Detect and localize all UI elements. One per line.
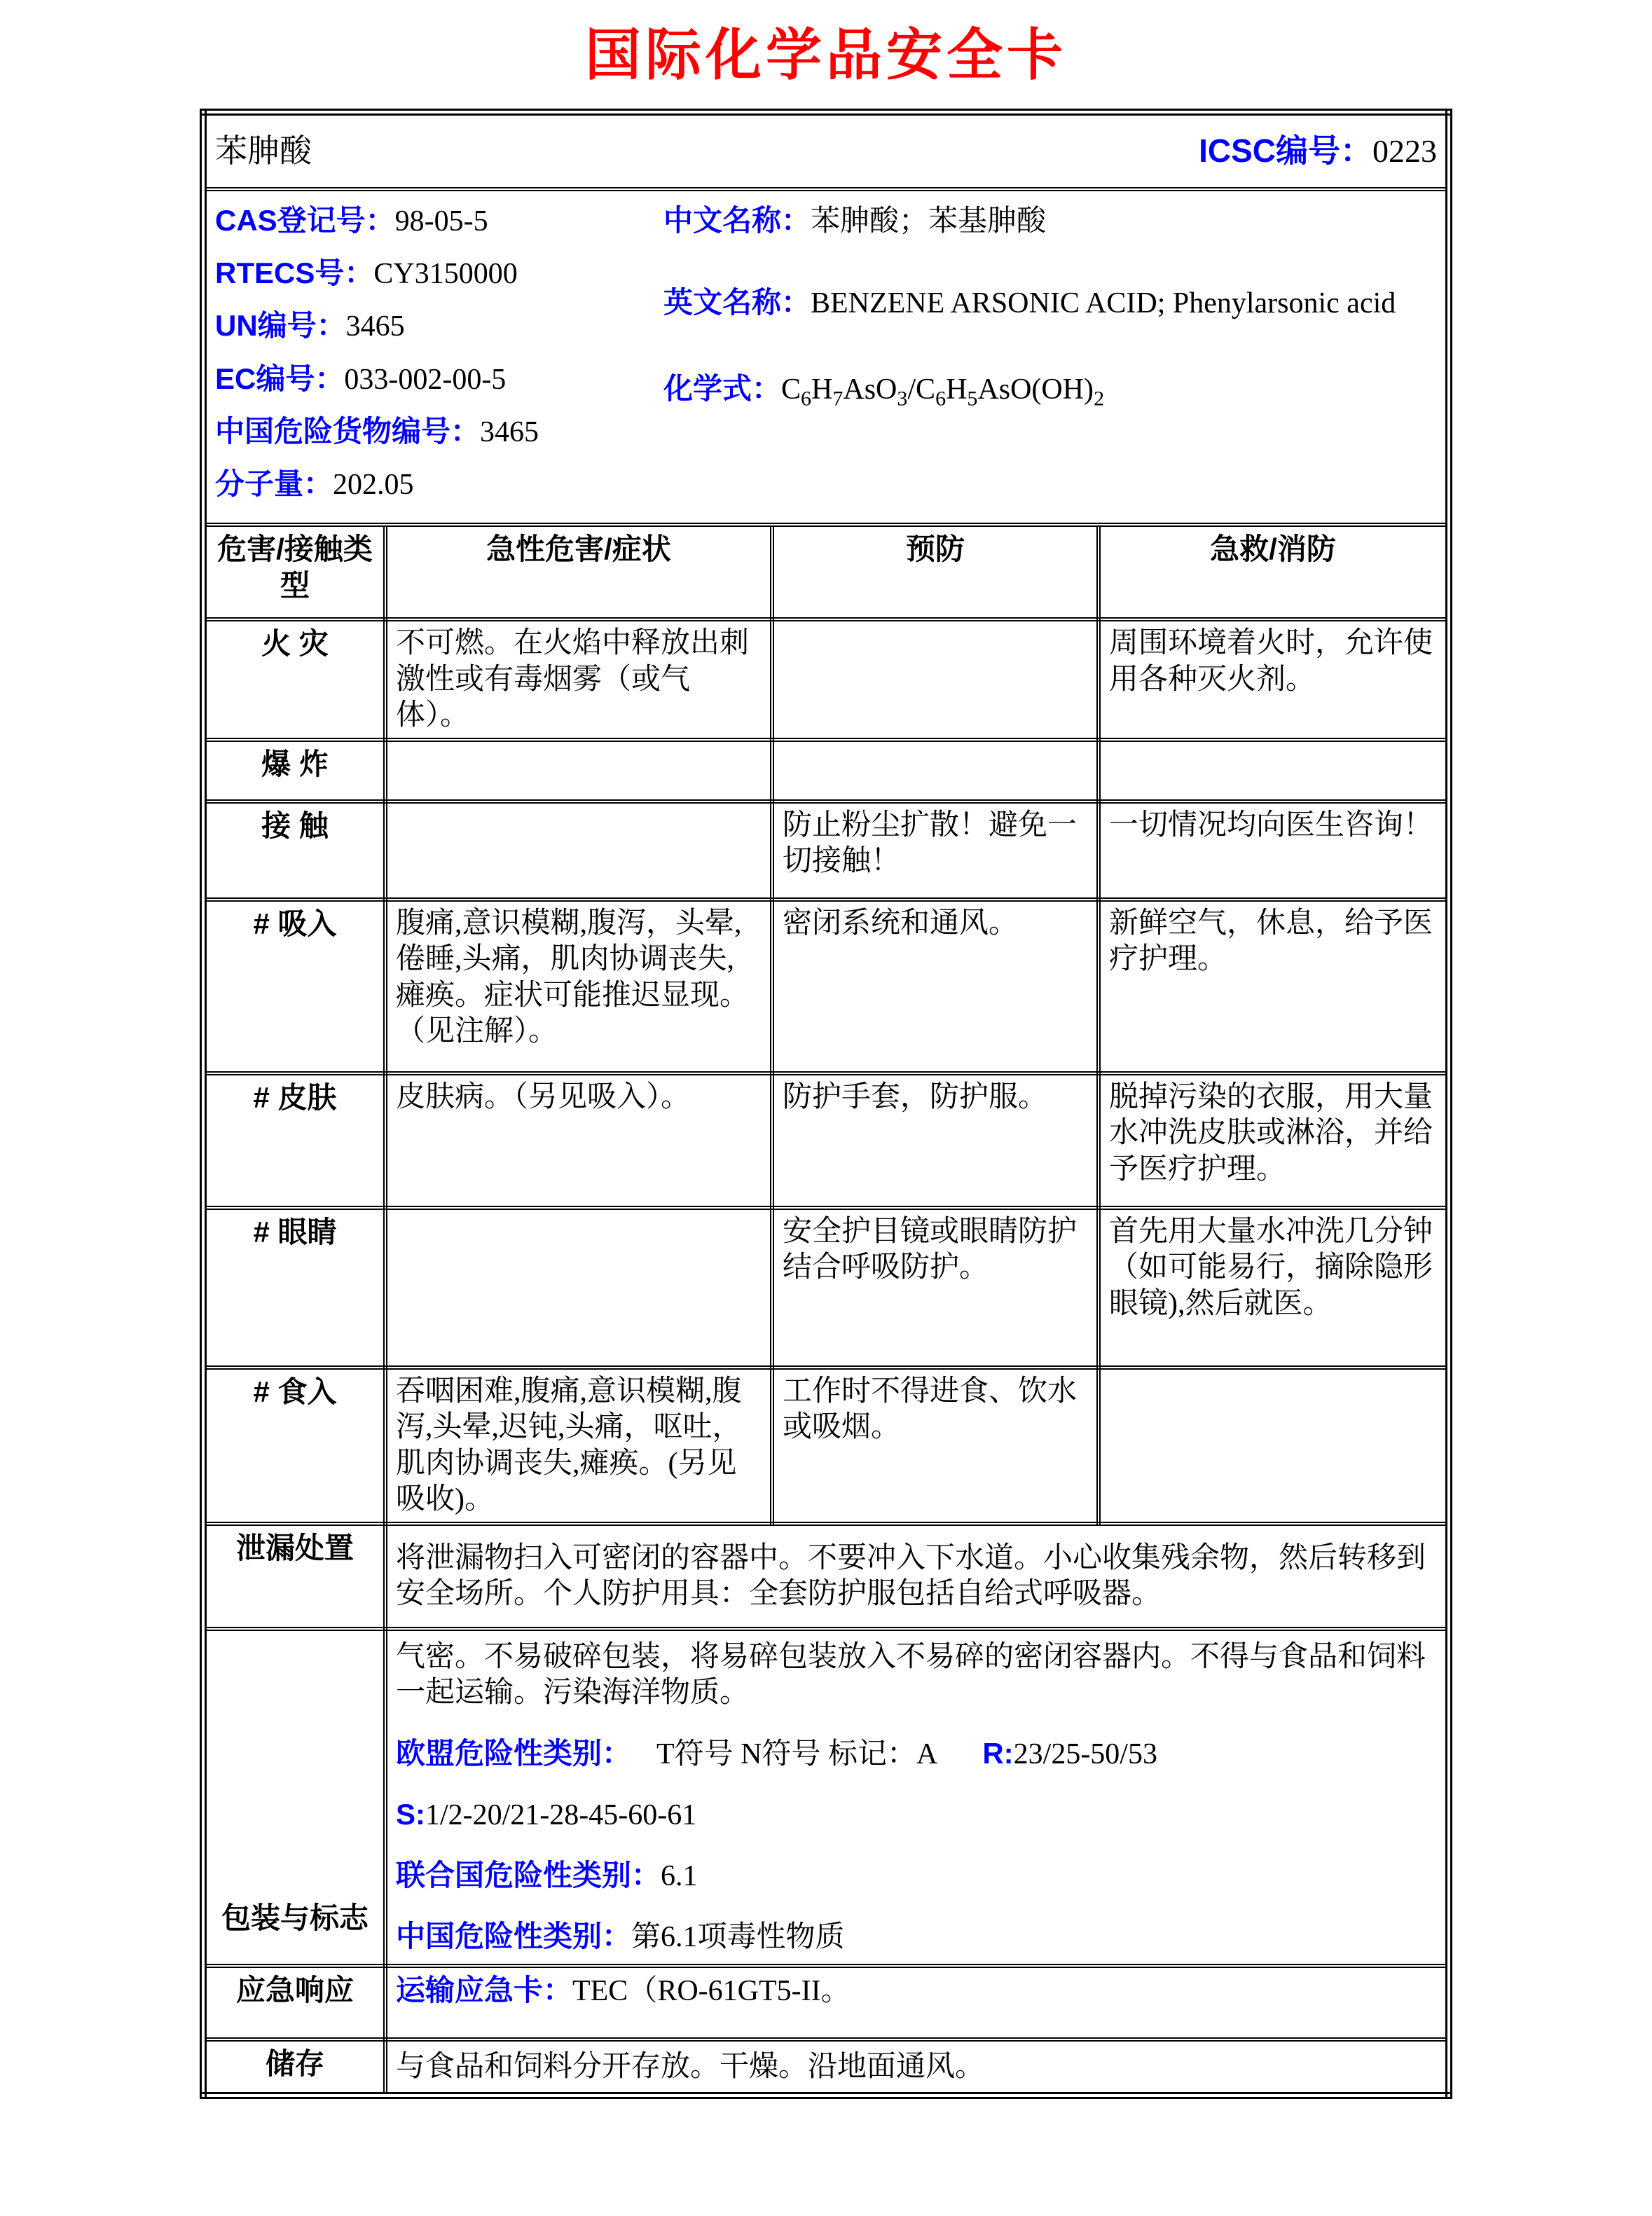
formula-value: $C_6H_7AsO_3/C_6H_5AsO(OH)_2$ <box>781 373 1105 411</box>
inhalation-symptoms: 腹痛,意识模糊,腹泻，头晕,倦睡,头痛，肌肉协调丧失,瘫痪。症状可能推迟显现。（见注解）。 <box>385 900 772 1073</box>
china-dg-value: 3465 <box>480 415 539 448</box>
hazard-header-row <box>203 525 1449 619</box>
ec-value: 033-002-00-5 <box>344 363 507 396</box>
r-phrases-label: R: <box>982 1736 1014 1770</box>
eyes-firstaid: 首先用大量水冲洗几分钟（如可能易行，摘除隐形眼镜),然后就医。 <box>1099 1208 1449 1368</box>
header-hazard-type: 危害/接触类型 <box>203 525 385 619</box>
molecular-weight-label: 分子量： <box>214 467 333 501</box>
chinese-name-line <box>663 202 1437 240</box>
row-label-emergency-response: 应急响应 <box>203 1966 385 2039</box>
china-dg-number-line <box>215 413 649 450</box>
eyes-prevention: 安全护目镜或眼睛防护结合呼吸防护。 <box>772 1208 1099 1368</box>
row-label-packaging: 包装与标志 <box>203 1629 385 1966</box>
eu-hazard-class-line <box>396 1735 1437 1773</box>
explosion-prevention <box>772 740 1099 801</box>
packaging-content <box>385 1629 1449 1966</box>
packaging-row <box>203 1629 1449 1966</box>
molecular-weight-value: 202.05 <box>333 469 414 502</box>
s-phrases-label: S: <box>395 1797 425 1831</box>
card-header-row <box>203 112 1449 189</box>
row-label-spill-disposal: 泄漏处置 <box>203 1524 385 1629</box>
hazard-row-fire <box>203 619 1449 740</box>
un-hazard-class-label: 联合国危险性类别： <box>395 1858 661 1892</box>
un-hazard-class-value: 6.1 <box>661 1859 698 1892</box>
china-hazard-class-line <box>396 1918 1437 1955</box>
identifiers-block <box>215 195 1437 518</box>
row-label-explosion: 爆 炸 <box>203 740 385 801</box>
un-hazard-class-line <box>396 1857 1437 1894</box>
chinese-name-value: 苯胂酸；苯基胂酸 <box>811 205 1047 238</box>
cas-number-line <box>215 202 649 240</box>
r-phrases-value: 23/25-50/53 <box>1013 1737 1157 1770</box>
formula-label: 化学式： <box>663 372 781 406</box>
explosion-symptoms <box>385 740 772 801</box>
tec-card-value: TEC（RO-61GT5-II。 <box>572 1975 851 2008</box>
inhalation-firstaid: 新鲜空气，休息，给予医疗护理。 <box>1099 900 1449 1073</box>
icsc-label: ICSC编号： <box>1199 132 1373 170</box>
icsc-number-group <box>1199 131 1437 171</box>
fire-symptoms: 不可燃。在火焰中释放出刺激性或有毒烟雾（或气体）。 <box>385 619 772 740</box>
row-label-eyes: # 眼睛 <box>203 1208 385 1368</box>
un-label: UN编号： <box>214 309 346 343</box>
hazard-row-ingestion <box>203 1368 1449 1524</box>
ec-label: EC编号： <box>214 362 345 395</box>
hazard-row-skin <box>203 1073 1449 1208</box>
rtecs-label: RTECS号： <box>214 256 374 290</box>
storage-row <box>203 2039 1449 2095</box>
identifiers-left-column <box>215 195 649 518</box>
fire-prevention <box>772 619 1099 740</box>
eu-hazard-class-label: 欧盟危险性类别： <box>395 1736 631 1770</box>
china-hazard-class-value: 第6.1项毒性物质 <box>631 1921 845 1954</box>
header-prevention: 预防 <box>772 525 1099 619</box>
un-value: 3465 <box>345 310 405 343</box>
english-name-line <box>663 284 1437 322</box>
row-label-skin: # 皮肤 <box>203 1073 385 1208</box>
eyes-symptoms <box>385 1208 772 1368</box>
chinese-name-label: 中文名称： <box>663 204 811 237</box>
ingestion-prevention: 工作时不得进食、饮水或吸烟。 <box>772 1368 1099 1524</box>
identifiers-right-column <box>649 195 1437 518</box>
row-label-storage: 储存 <box>203 2039 385 2095</box>
ingestion-symptoms: 吞咽困难,腹痛,意识模糊,腹泻,头晕,迟钝,头痛，呕吐，肌肉协调丧失,瘫痪。(另见吸收)。 <box>385 1368 772 1524</box>
hazard-row-inhalation <box>203 900 1449 1073</box>
skin-firstaid: 脱掉污染的衣服，用大量水冲洗皮肤或淋浴，并给予医疗护理。 <box>1099 1073 1449 1208</box>
packaging-text: 气密。不易破碎包装，将易碎包装放入不易碎的密闭容器内。不得与食品和饲料一起运输。污染海洋物质。 <box>395 1641 1426 1709</box>
chemical-name: 苯胂酸 <box>214 132 312 169</box>
skin-symptoms: 皮肤病。（另见吸入）。 <box>385 1073 772 1208</box>
row-label-exposure: 接 触 <box>203 801 385 900</box>
safety-card-table <box>200 109 1452 2099</box>
spill-disposal-text: 将泄漏物扫入可密闭的容器中。不要冲入下水道。小心收集残余物，然后转移到安全场所。个人防护用具：全套防护服包括自给式呼吸器。 <box>385 1524 1449 1629</box>
icsc-number: 0223 <box>1372 133 1438 170</box>
identifiers-row <box>203 189 1449 525</box>
skin-prevention: 防护手套，防护服。 <box>772 1073 1099 1208</box>
s-phrases-line <box>396 1796 1437 1833</box>
exposure-prevention: 防止粉尘扩散！避免一切接触！ <box>772 801 1099 900</box>
english-name-value: BENZENE ARSONIC ACID; Phenylarsonic acid <box>811 287 1396 320</box>
ingestion-firstaid <box>1099 1368 1449 1524</box>
un-number-line <box>215 308 649 345</box>
china-hazard-class-label: 中国危险性类别： <box>395 1920 631 1953</box>
chemical-formula-line <box>663 371 1437 412</box>
s-phrases-value: 1/2-20/21-28-45-60-61 <box>425 1798 697 1831</box>
header-acute-hazards: 急性危害/症状 <box>385 525 772 619</box>
row-label-inhalation: # 吸入 <box>203 900 385 1073</box>
inhalation-prevention: 密闭系统和通风。 <box>772 900 1099 1073</box>
hazard-row-exposure <box>203 801 1449 900</box>
emergency-response-content <box>385 1966 1449 2039</box>
cas-label: CAS登记号： <box>214 204 395 237</box>
emergency-response-row <box>203 1966 1449 2039</box>
rtecs-number-line <box>215 255 649 292</box>
explosion-firstaid <box>1099 740 1449 801</box>
ec-number-line <box>215 361 649 398</box>
english-name-label: 英文名称： <box>663 286 811 319</box>
spill-disposal-row <box>203 1524 1449 1629</box>
hazard-row-eyes <box>203 1208 1449 1368</box>
exposure-symptoms <box>385 801 772 900</box>
rtecs-value: CY3150000 <box>373 258 518 291</box>
row-label-ingestion: # 食入 <box>203 1368 385 1524</box>
exposure-firstaid: 一切情况均向医生咨询！ <box>1099 801 1449 900</box>
page-title: 国际化学品安全卡 <box>585 25 1067 87</box>
eu-hazard-symbols: T符号 N符号 标记：A <box>656 1737 938 1770</box>
cas-value: 98-05-5 <box>394 205 488 238</box>
china-dg-label: 中国危险货物编号： <box>214 414 480 448</box>
header-firstaid-firefighting: 急救/消防 <box>1099 525 1449 619</box>
storage-text: 与食品和饲料分开存放。干燥。沿地面通风。 <box>385 2039 1449 2095</box>
tec-card-label: 运输应急卡： <box>395 1974 572 2007</box>
fire-firstaid: 周围环境着火时，允许使用各种灭火剂。 <box>1099 619 1449 740</box>
hazard-row-explosion <box>203 740 1449 801</box>
row-label-fire: 火 灾 <box>203 619 385 740</box>
molecular-weight-line <box>215 466 649 503</box>
